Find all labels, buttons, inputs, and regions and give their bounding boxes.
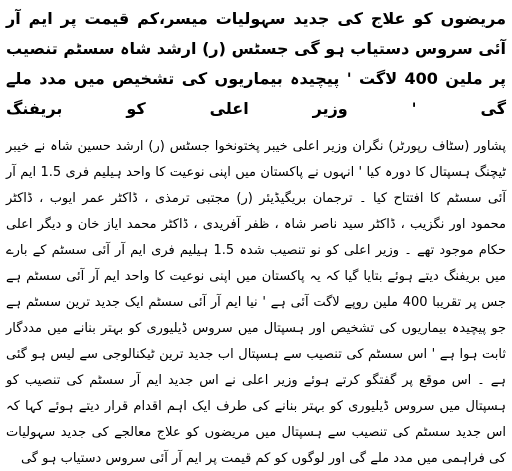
article-body: پشاور (سٹاف رپورٹر) نگران وزیر اعلی خیبر پختونخوا جسٹس (ر) ارشد حسین شاہ نے خیبر ٹیچنگ ہسپتال کا دورہ کیا ' انہوں نے پاکستان میں اپنی نوعیت کا واحد ہیلیم فری 1.5 ایم آر آئی سسٹم کا افتتاح کیا ۔ ترجمان بریگیڈیئر (ر) مجتبی ترمذی ، ڈاکٹر عمر ایوب ، ڈاکٹر محمود اور نگزیب ، ڈاکٹر سید ناصر شاہ ، ظفر آفریدی ، ڈاکٹر محمد ایاز خان و دیگر اعلی حکام موجود تھے ۔ وزیر اعلی کو نو تنصیب شدہ 1.5 ہیلیم فری ایم آر آئی سسٹم کے بارے میں بریفنگ دیتے ہوئے بتایا گیا کہ یہ پاکستان میں اپنی نوعیت کا واحد ایم آر آئی سسٹم ہے جس پر تقریبا 400 ملین روپے لاگت آئی ہے ' نیا ایم آر آئی سسٹم ایک جدید ترین سسٹم ہے جو پیچیدہ بیماریوں کی تشخیص اور ہسپتال میں سروس ڈیلیوری کو بہتر بنانے میں مددگار ثابت ہوا ہے ' اس سسٹم کی تنصیب سے ہسپتال اب جدید ترین ٹیکنالوجی سے لیس ہو گئی ہے ۔ اس موقع پر گفتگو کرتے ہوئے وزیر اعلی نے اس جدید ایم آر سسٹم کی تنصیب کو ہسپتال میں سروس ڈیلیوری کو بہتر بنانے کی طرف ایک اہم اقدام قرار دیتے ہوئے کہا کہ اس جدید سسٹم کی تنصیب سے ہسپتال میں مریضوں کو علاج معالجے کی جدید سہولیات کی فراہمی میں مدد ملے گی اور لوگوں کو کم قیمت پر ایم آر آئی سروس دستیاب ہو گی [6,139,506,466]
headline: مریضوں کو علاج کی جدید سہولیات میسر،کم قیمت پر ایم آر آئی سروس دستیاب ہو گی جسٹس (ر) ارشد شاہ سسٹم تنصیب پر ملین 400 لاگت ' پیچیدہ بیماریوں کی تشخیص میں مدد ملے گی ' وزیر اعلی کو بریفنگ [6,9,507,118]
